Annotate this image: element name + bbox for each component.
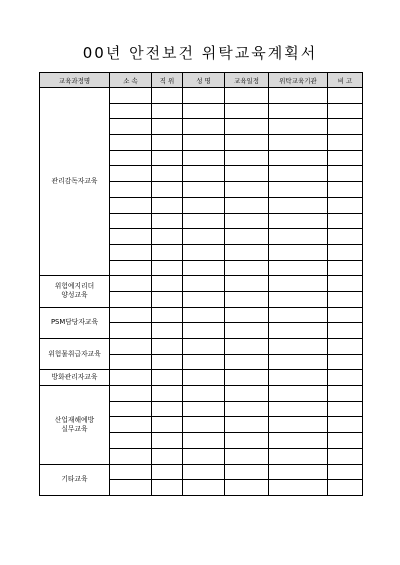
blank-entry-cell[interactable] xyxy=(152,291,183,307)
blank-entry-cell[interactable] xyxy=(110,323,152,339)
blank-entry-cell[interactable] xyxy=(152,197,183,213)
course-category-label: 기타교육 xyxy=(61,475,88,484)
blank-entry-cell[interactable] xyxy=(110,197,152,213)
table-row xyxy=(40,88,363,104)
blank-entry-cell[interactable] xyxy=(269,182,328,198)
blank-entry-cell[interactable] xyxy=(183,291,225,307)
blank-entry-cell[interactable] xyxy=(328,464,363,480)
blank-entry-cell[interactable] xyxy=(110,213,152,229)
blank-entry-cell[interactable] xyxy=(269,135,328,151)
blank-entry-cell[interactable] xyxy=(110,244,152,260)
blank-entry-cell[interactable] xyxy=(183,197,225,213)
blank-entry-cell[interactable] xyxy=(152,103,183,119)
course-category-cell xyxy=(40,339,110,370)
blank-entry-cell[interactable] xyxy=(328,448,363,464)
blank-entry-cell[interactable] xyxy=(152,480,183,496)
blank-entry-cell[interactable] xyxy=(110,448,152,464)
header-remarks: 비 고 xyxy=(328,73,363,88)
course-category-label: 관리감독자교육 xyxy=(51,177,98,186)
blank-entry-cell[interactable] xyxy=(225,213,269,229)
blank-entry-cell[interactable] xyxy=(183,229,225,245)
blank-entry-cell[interactable] xyxy=(328,244,363,260)
blank-entry-cell[interactable] xyxy=(110,370,152,386)
course-category-cell xyxy=(40,370,110,386)
blank-entry-cell[interactable] xyxy=(269,433,328,449)
blank-entry-cell[interactable] xyxy=(225,417,269,433)
course-category-label: 방화관리자교육 xyxy=(51,373,98,382)
blank-entry-cell[interactable] xyxy=(152,370,183,386)
course-category-label: 위험예지리더 xyxy=(54,282,95,291)
blank-entry-cell[interactable] xyxy=(183,166,225,182)
blank-entry-cell[interactable] xyxy=(110,417,152,433)
blank-entry-cell[interactable] xyxy=(328,433,363,449)
blank-entry-cell[interactable] xyxy=(328,213,363,229)
education-plan-table xyxy=(39,72,363,496)
course-category-cell xyxy=(40,88,110,276)
blank-entry-cell[interactable] xyxy=(225,370,269,386)
blank-entry-cell[interactable] xyxy=(225,480,269,496)
blank-entry-cell[interactable] xyxy=(110,119,152,135)
blank-entry-cell[interactable] xyxy=(152,417,183,433)
blank-entry-cell[interactable] xyxy=(269,464,328,480)
blank-entry-cell[interactable] xyxy=(269,150,328,166)
blank-entry-cell[interactable] xyxy=(269,480,328,496)
blank-entry-cell[interactable] xyxy=(225,119,269,135)
blank-entry-cell[interactable] xyxy=(269,119,328,135)
blank-entry-cell[interactable] xyxy=(225,244,269,260)
blank-entry-cell[interactable] xyxy=(225,433,269,449)
blank-entry-cell[interactable] xyxy=(328,88,363,104)
blank-entry-cell[interactable] xyxy=(225,103,269,119)
blank-entry-cell[interactable] xyxy=(152,135,183,151)
course-category-label: 양성교육 xyxy=(61,291,88,300)
blank-entry-cell[interactable] xyxy=(328,401,363,417)
blank-entry-cell[interactable] xyxy=(269,260,328,276)
blank-entry-cell[interactable] xyxy=(183,244,225,260)
blank-entry-cell[interactable] xyxy=(152,448,183,464)
blank-entry-cell[interactable] xyxy=(183,119,225,135)
blank-entry-cell[interactable] xyxy=(225,197,269,213)
blank-entry-cell[interactable] xyxy=(183,88,225,104)
blank-entry-cell[interactable] xyxy=(225,339,269,355)
blank-entry-cell[interactable] xyxy=(110,386,152,402)
blank-entry-cell[interactable] xyxy=(225,448,269,464)
blank-entry-cell[interactable] xyxy=(328,291,363,307)
blank-entry-cell[interactable] xyxy=(328,276,363,292)
blank-entry-cell[interactable] xyxy=(269,339,328,355)
blank-entry-cell[interactable] xyxy=(152,244,183,260)
blank-entry-cell[interactable] xyxy=(110,182,152,198)
blank-entry-cell[interactable] xyxy=(269,291,328,307)
header-institution: 위탁교육기관 xyxy=(269,73,328,88)
blank-entry-cell[interactable] xyxy=(269,197,328,213)
blank-entry-cell[interactable] xyxy=(269,323,328,339)
blank-entry-cell[interactable] xyxy=(225,260,269,276)
blank-entry-cell[interactable] xyxy=(110,150,152,166)
blank-entry-cell[interactable] xyxy=(183,103,225,119)
blank-entry-cell[interactable] xyxy=(225,307,269,323)
blank-entry-cell[interactable] xyxy=(183,339,225,355)
blank-entry-cell[interactable] xyxy=(110,229,152,245)
blank-entry-cell[interactable] xyxy=(152,229,183,245)
blank-entry-cell[interactable] xyxy=(328,386,363,402)
blank-entry-cell[interactable] xyxy=(328,354,363,370)
table-header-row xyxy=(40,73,363,88)
header-course-name: 교육과정명 xyxy=(40,73,110,88)
blank-entry-cell[interactable] xyxy=(269,103,328,119)
blank-entry-cell[interactable] xyxy=(152,339,183,355)
blank-entry-cell[interactable] xyxy=(225,182,269,198)
blank-entry-cell[interactable] xyxy=(269,370,328,386)
table-body xyxy=(40,88,363,496)
blank-entry-cell[interactable] xyxy=(110,135,152,151)
header-name: 성 명 xyxy=(183,73,225,88)
blank-entry-cell[interactable] xyxy=(110,354,152,370)
blank-entry-cell[interactable] xyxy=(152,88,183,104)
blank-entry-cell[interactable] xyxy=(110,166,152,182)
blank-entry-cell[interactable] xyxy=(225,291,269,307)
blank-entry-cell[interactable] xyxy=(110,401,152,417)
blank-entry-cell[interactable] xyxy=(152,150,183,166)
course-category-label: PSM담당자교육 xyxy=(50,318,99,327)
blank-entry-cell[interactable] xyxy=(152,433,183,449)
blank-entry-cell[interactable] xyxy=(225,150,269,166)
blank-entry-cell[interactable] xyxy=(152,386,183,402)
blank-entry-cell[interactable] xyxy=(183,354,225,370)
blank-entry-cell[interactable] xyxy=(152,213,183,229)
blank-entry-cell[interactable] xyxy=(183,448,225,464)
blank-entry-cell[interactable] xyxy=(110,433,152,449)
blank-entry-cell[interactable] xyxy=(328,260,363,276)
blank-entry-cell[interactable] xyxy=(269,417,328,433)
course-category-label: 산업재해예방 xyxy=(54,415,95,424)
blank-entry-cell[interactable] xyxy=(328,150,363,166)
blank-entry-cell[interactable] xyxy=(110,480,152,496)
blank-entry-cell[interactable] xyxy=(328,103,363,119)
blank-entry-cell[interactable] xyxy=(152,401,183,417)
blank-entry-cell[interactable] xyxy=(269,213,328,229)
blank-entry-cell[interactable] xyxy=(225,323,269,339)
document-title: 00년 안전보건 위탁교육계획서 xyxy=(82,44,318,62)
table-row xyxy=(40,370,363,386)
blank-entry-cell[interactable] xyxy=(183,433,225,449)
blank-entry-cell[interactable] xyxy=(225,401,269,417)
blank-entry-cell[interactable] xyxy=(328,197,363,213)
blank-entry-cell[interactable] xyxy=(183,182,225,198)
blank-entry-cell[interactable] xyxy=(110,88,152,104)
blank-entry-cell[interactable] xyxy=(269,307,328,323)
blank-entry-cell[interactable] xyxy=(110,276,152,292)
blank-entry-cell[interactable] xyxy=(183,417,225,433)
course-category-cell xyxy=(40,276,110,307)
table-row xyxy=(40,464,363,480)
blank-entry-cell[interactable] xyxy=(183,135,225,151)
blank-entry-cell[interactable] xyxy=(152,119,183,135)
blank-entry-cell[interactable] xyxy=(183,276,225,292)
blank-entry-cell[interactable] xyxy=(152,260,183,276)
blank-entry-cell[interactable] xyxy=(269,88,328,104)
header-schedule: 교육일정 xyxy=(225,73,269,88)
blank-entry-cell[interactable] xyxy=(183,464,225,480)
blank-entry-cell[interactable] xyxy=(328,323,363,339)
blank-entry-cell[interactable] xyxy=(328,370,363,386)
blank-entry-cell[interactable] xyxy=(225,229,269,245)
table-row xyxy=(40,276,363,292)
table-row xyxy=(40,386,363,402)
blank-entry-cell[interactable] xyxy=(152,307,183,323)
header-position: 직 위 xyxy=(152,73,183,88)
blank-entry-cell[interactable] xyxy=(328,229,363,245)
blank-entry-cell[interactable] xyxy=(269,386,328,402)
blank-entry-cell[interactable] xyxy=(269,166,328,182)
blank-entry-cell[interactable] xyxy=(328,339,363,355)
blank-entry-cell[interactable] xyxy=(328,182,363,198)
blank-entry-cell[interactable] xyxy=(183,150,225,166)
blank-entry-cell[interactable] xyxy=(269,229,328,245)
blank-entry-cell[interactable] xyxy=(269,401,328,417)
blank-entry-cell[interactable] xyxy=(152,464,183,480)
blank-entry-cell[interactable] xyxy=(110,464,152,480)
blank-entry-cell[interactable] xyxy=(269,354,328,370)
blank-entry-cell[interactable] xyxy=(269,276,328,292)
blank-entry-cell[interactable] xyxy=(225,354,269,370)
blank-entry-cell[interactable] xyxy=(183,401,225,417)
course-category-cell xyxy=(40,386,110,464)
blank-entry-cell[interactable] xyxy=(328,307,363,323)
blank-entry-cell[interactable] xyxy=(328,166,363,182)
blank-entry-cell[interactable] xyxy=(225,88,269,104)
blank-entry-cell[interactable] xyxy=(183,260,225,276)
blank-entry-cell[interactable] xyxy=(183,480,225,496)
blank-entry-cell[interactable] xyxy=(152,182,183,198)
blank-entry-cell[interactable] xyxy=(152,276,183,292)
blank-entry-cell[interactable] xyxy=(225,386,269,402)
blank-entry-cell[interactable] xyxy=(152,166,183,182)
blank-entry-cell[interactable] xyxy=(225,276,269,292)
blank-entry-cell[interactable] xyxy=(152,323,183,339)
blank-entry-cell[interactable] xyxy=(225,135,269,151)
blank-entry-cell[interactable] xyxy=(110,339,152,355)
course-category-cell xyxy=(40,307,110,338)
blank-entry-cell[interactable] xyxy=(225,464,269,480)
course-category-label: 위험물취급자교육 xyxy=(48,349,101,358)
blank-entry-cell[interactable] xyxy=(328,417,363,433)
table-row xyxy=(40,307,363,323)
course-category-label: 실무교육 xyxy=(61,424,88,433)
blank-entry-cell[interactable] xyxy=(183,386,225,402)
blank-entry-cell[interactable] xyxy=(183,323,225,339)
blank-entry-cell[interactable] xyxy=(110,260,152,276)
blank-entry-cell[interactable] xyxy=(328,480,363,496)
blank-entry-cell[interactable] xyxy=(269,244,328,260)
course-category-cell xyxy=(40,464,110,495)
blank-entry-cell[interactable] xyxy=(269,448,328,464)
blank-entry-cell[interactable] xyxy=(110,103,152,119)
header-department: 소 속 xyxy=(110,73,152,88)
blank-entry-cell[interactable] xyxy=(183,370,225,386)
blank-entry-cell[interactable] xyxy=(110,291,152,307)
table-row xyxy=(40,339,363,355)
blank-entry-cell[interactable] xyxy=(110,307,152,323)
blank-entry-cell[interactable] xyxy=(183,213,225,229)
blank-entry-cell[interactable] xyxy=(152,354,183,370)
blank-entry-cell[interactable] xyxy=(328,135,363,151)
blank-entry-cell[interactable] xyxy=(225,166,269,182)
blank-entry-cell[interactable] xyxy=(328,119,363,135)
blank-entry-cell[interactable] xyxy=(183,307,225,323)
